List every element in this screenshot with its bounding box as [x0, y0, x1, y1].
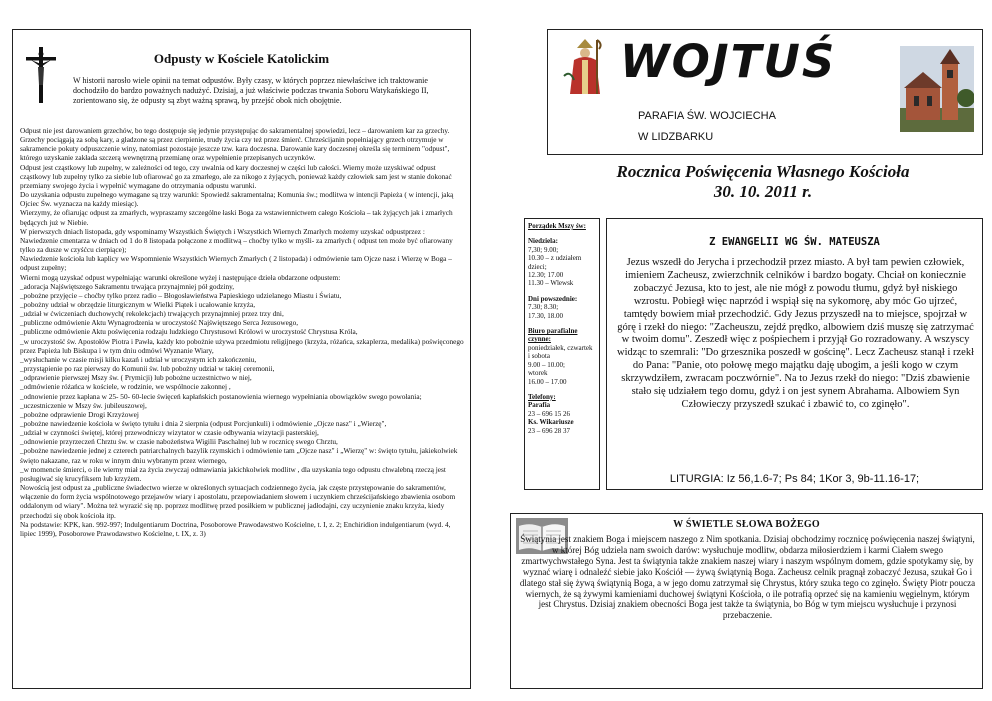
weekday-label: Dni powszednie:: [528, 294, 578, 303]
office-line: poniedziałek, czwartek i sobota: [528, 343, 593, 361]
sunday-line: 12.30; 17.00: [528, 271, 564, 280]
article-paragraph: _odmówienie różańca w kościele, w rodzinie, we wspólnocie zakonnej ,: [20, 382, 231, 392]
phone-line: Ks. Wikariusze: [528, 418, 574, 427]
article-paragraph: _odprawienie pierwszej Mszy św. ( Prymicji) lub pobożne uczestnictwo w niej,: [20, 373, 252, 383]
mass-order-title: Porządek Mszy św:: [528, 222, 586, 230]
article-paragraph: _przystąpienie po raz pierwszy do Komunii św. lub pobożny udział w takiej ceremonii,: [20, 364, 275, 374]
article-paragraph: Do uzyskania odpustu zupełnego wymagane są trzy warunki: Spowiedź sakramentalna; Komunia św.; modlitwa w intencji Papieża ( w intencji, jaką Ojciec Św. wyznacza na każdy miesiąc).: [20, 190, 454, 209]
article-paragraph: _wysłuchanie w czasie misji kilku kazań i udział w uroczystym ich zakończeniu,: [20, 354, 257, 364]
article-paragraph: Odpust nie jest darowaniem grzechów, bo tego dostępuje się jedynie przystępując do sakramentalnej spowiedzi, lecz – darowaniem kar za grzechy. Grzechy pociągają za sobą kary, a gładzone są przez cierpienie, trudy życia czy też przez śmierć. Chrześcijanin popełniający grzech otrzymuje w sakramencie pokuty odpuszczenie winy, natomiast pozostaje jeszcze tzw. kara doczesna. Darowanie kary doczesnej określa się terminem "odpust", którego uzyskanie zakłada szczerą wewnętrzną przemianę oraz wypełnienie przepisanych uczynków.: [20, 126, 450, 163]
article-paragraph: Nawiedzenie kościoła lub kaplicy we Wspomnienie Wszystkich Wiernych Zmarłych ( 2 listopada) i odmówienie tam Ojcze nasz i Wierzę w Boga – odpust zupełny;: [20, 254, 452, 273]
article-paragraph: Odpust jest cząstkowy lub zupełny, w zależności od tego, czy uwalnia od kary doczesnej w części lub całości. Wierny może uzyskiwać odpust cząstkowy lub zupełny tylko za siebie lub ofiarować go za zmarłego, ale za nikogo z żyjących, ponieważ każdy człowiek sam jest w stanie dokonać przemiany swojego życia i wypełnić wymagane do otrzymania odpustu warunki.: [20, 162, 452, 190]
anniversary-date: 30. 10. 2011 r.: [713, 182, 813, 201]
parish-town: W LIDZBARKU: [638, 131, 714, 143]
article-paragraph: _udział w ćwiczeniach duchowych( rekolekcjach) trwających przynajmniej przez trzy dni,: [20, 309, 284, 319]
gospel-text: Jezus wszedł do Jerycha i przechodził przez miasto. A był tam pewien człowiek, imieniem Zacheusz, zwierzchnik celników i bardzo bogaty. Chciał on koniecznie zobaczyć Jezusa, kto to jest, ale nie mógł z powodu tłumu, gdyż był niskiego wzrostu. Pobiegł więc naprzód i wspiął się na sykomorę, aby móc Go ujrzeć, tamtędy bowiem miał przechodzić. Gdy Jezus przyszedł na to miejsce, spojrzał w górę i rzekł do niego: "Zacheuszu, zejdź prędko, albowiem dziś muszę się zatrzymać w twoim domu". Zeszedł więc z pośpiechem i przyjął Go rozradowany. A wszyscy widząc to szemrali: "Do grzesznika poszedł w gościnę". Lecz Zacheusz stanął i rzekł do Pana: "Panie, oto połowę mego majątku daję ubogim, a jeśli kogo w czym skrzywdziłem, zwracam poczwórnie". Na to Jezus rzekł do niego: "Dziś zbawienie stało się udziałem tego domu, gdyż i on jest synem Abrahama. Albowiem Syn Człowieczy przyszedł szukać i zbawić to, co zginęło".: [617, 257, 974, 410]
office-line: 16.00 – 17.00: [528, 377, 567, 386]
article-paragraph: _adoracja Najświętszego Sakramentu trwająca przynajmniej pół godziny,: [20, 281, 235, 291]
article-paragraph: _pobożny udział w obrzędzie liturgicznym w Wielki Piątek i ucałowanie krzyża,: [20, 299, 256, 309]
article-body: [20, 126, 465, 538]
article-paragraph: Wierni mogą uzyskać odpust wypełniając warunki określone wyżej i następujące dzieła obdarzone odpustem:: [20, 272, 341, 282]
weekday-line: 17.30, 18.00: [528, 311, 563, 320]
article-paragraph: _pobożne nawiedzenie jednej z czterech patriarchalnych bazylik rzymskich i odmówienie tam „Ojcze nasz" i „Wierzę" w: święto tytułu, jakiekolwiek święto nakazane, raz w roku w innym dniu wybranym przez wiernego,: [20, 446, 458, 465]
office-block: [528, 327, 596, 386]
article-paragraph: W pierwszych dniach listopada, gdy wspominamy Wszystkich Świętych i Wszystkich Wiernych Zmarłych możemy uzyskać odpustprzez :: [20, 226, 425, 236]
office-line: wtorek: [528, 369, 548, 378]
gospel-section: [606, 218, 983, 490]
phone-line: 23 – 696 15 26: [528, 409, 570, 418]
anniversary-heading: [540, 162, 986, 202]
article-paragraph: _publiczne odmówienie Aktu poświęcenia rodzaju ludzkiego Chrystusowi Królowi w uroczystość Chrystusa Króla,: [20, 327, 358, 337]
article-paragraph: Nawiedzenie cmentarza w dniach od 1 do 8 listopada połączone z modlitwą – choćby tylko w myśli- za zmarłych ( odpust ten może być ofiarowany tylko za dusze w czyśćcu cierpiące);: [20, 235, 453, 255]
article-paragraph: Nowością jest odpust za „publiczne świadectwo wierze w określonych sytuacjach codziennego życia, jak częste przystępowanie do sakramentów, włączenie do form życia wspólnotowego przejawów wiary i apostolatu, przepowiadaniem słowem i uczynkiem chrześcijańskiego zbawienia osobom oddalonym od wiary". Można też wyrazić się np. poprzez modlitwę przed posiłkiem w publicznej jadłodajni, czy uczynienie znaku krzyża, kiedy przechodzi się obok kościoła itp.: [20, 483, 456, 520]
article-paragraph: _odnowienie przyrzeczeń Chrztu św. w czasie nabożeństwa Wigilii Paschalnej lub w rocznicę swego Chrztu,: [20, 437, 338, 447]
liturgy-readings: LITURGIA: Iz 56,1.6-7; Ps 84; 1Kor 3, 9b-11.16-17;: [669, 473, 920, 485]
article-paragraph: _pobożne przyjęcie – choćby tylko przez radio – Błogosławieństwa Papieskiego udzielanego Miastu i Światu,: [20, 290, 342, 300]
article-paragraph: Wierzymy, że ofiarując odpust za zmarłych, wypraszamy szczególne łaski Boga za wstawiennictwem całego Kościoła – tak żyjących jak i zmarłych będących już w Niebie.: [20, 208, 453, 227]
article-intro: W historii narosło wiele opinii na temat odpustów. Były czasy, w których poprzez niewłaściwe ich traktowanie dochodziło do bardzo poważnych nadużyć. Dzisiaj, a już właściwie podczas trwania Soboru Watykańskiego II, zorientowano się, że odpusty są zbyt ważną sprawą, by przejść obok nich obojętnie.: [73, 76, 429, 105]
article-paragraph: _publiczne odmówienie Aktu Wynagrodzenia w uroczystość Najświętszego Serca Jezusowego,: [20, 318, 299, 328]
phone-line: Parafia: [528, 401, 551, 410]
phones-label: Telefony:: [528, 392, 556, 401]
article-paragraph: _odnowienie przez kapłana w 25- 50- 60-lecie święceń kapłańskich postanowienia wiernego wypełniania obowiązków swego powołania;: [20, 391, 422, 401]
indulgences-article: [12, 29, 471, 689]
article-title: Odpusty w Kościele Katolickim: [153, 51, 330, 66]
mass-order-block: [528, 222, 596, 230]
parish-name: PARAFIA ŚW. WOJCIECHA: [638, 110, 776, 122]
weekday-line: 7.30; 8.30;: [528, 303, 559, 312]
article-paragraph: _pobożne nawiedzenie kościoła w święto tytułu i dnia 2 sierpnia (odpust Porcjunkuli) i odmówienie „Ojcze nasz" i „Wierzę",: [20, 419, 387, 428]
info-sidebar: [524, 218, 600, 490]
sunday-line: 11.30 – Wlewsk: [528, 279, 574, 288]
reflection-title: W ŚWIETLE SŁOWA BOŻEGO: [673, 519, 820, 530]
reflection-section: [510, 513, 983, 689]
article-paragraph: _w momencie śmierci, o ile wierny miał za życia zwyczaj odmawiania jakichkolwiek modlitw , dla uzyskania tego odpustu chwalebną rzeczą jest posługiwać się krucyfiksem lub krzyżem.: [20, 464, 446, 483]
sunday-block: [528, 237, 596, 287]
article-paragraph: _w uroczystość św. Apostołów Piotra i Pawła, każdy kto pobożnie używa przedmiotu religijnego (krzyża, różańca, szkaplerza, medalika) poświęconego przez Papieża lub Biskupa i w tym dniu odmówi Wyznanie Wiary,: [20, 336, 464, 355]
sunday-label: Niedziela:: [528, 237, 558, 246]
article-paragraph: Na podstawie: KPK, kan. 992-997; Indulgentiarum Doctrina, Posoborowe Prawodawstwo Kościelne, t. I, z. 2; Enchiridion indulgentiarum (wyd. 4, lipiec 1999), Posoborowe Prawodawstwo Kościelne, t. IX, z. 3): [20, 519, 451, 538]
article-paragraph: _udział w czynności świętej, której przewodniczy wizytator w czasie odbywania wizytacji pasterskiej,: [20, 428, 319, 438]
article-paragraph: _pobożne odprawienie Drogi Krzyżowej: [20, 409, 139, 419]
anniversary-title: Rocznica Poświęcenia Własnego Kościoła: [616, 162, 910, 181]
saint-adalbert-icon: [556, 36, 614, 96]
sunday-line: 10.30 – z udziałem dzieci;: [528, 254, 582, 271]
phone-line: 23 – 696 28 37: [528, 426, 570, 435]
office-line: 9.00 – 10.00;: [528, 360, 565, 369]
weekday-block: [528, 295, 596, 320]
phones-block: [528, 393, 596, 435]
church-photo-icon: [900, 46, 974, 132]
office-label: Biuro parafialne czynne:: [528, 327, 578, 344]
newsletter-title: WOJTUŚ: [620, 35, 837, 88]
masthead: [547, 29, 983, 155]
sunday-line: 7,30; 9.00;: [528, 245, 559, 254]
reflection-text: Świątynia jest znakiem Boga i miejscem naszego z Nim spotkania. Dzisiaj obchodzimy rocznicę poświęcenia naszej świątyni, w której Bóg udziela nam swoich darów: wysłuchuje modlitw, obdarza miłosierdziem i karmi Ciałem swego zmartwychwstałego Syna. Jest ta świątynia także znakiem naszej wiary i naszym wspólnym domem, gdzie spotykamy się, by wyznać wiarę i odnaleźć siebie jako Kościół — żywą świątynią Boga. Zacheusz celnik pragnął zobaczyć Jezusa, szukał Go i dlatego stał się żywą świątynią Boga, a w jego domu zatrzymał się Chrystus, który szuka tego co zginęło. Święty Piotr poucza wiernych, że są żywymi kamieniami duchowej świątyni Kościoła, o ile potrafią oprzeć się na kamieniu węgielnym, którym jest Chrystus. Dzisiaj znakiem obecności Boga jest także ta świątynia, bo Bóg w tym miejscu wysłuchuje i przynosi przebaczenie.: [519, 534, 976, 621]
gospel-title: Z EWANGELII WG ŚW. MATEUSZA: [709, 236, 880, 248]
article-paragraph: _uczestniczenie w Mszy św. jubileuszowej,: [20, 400, 147, 410]
